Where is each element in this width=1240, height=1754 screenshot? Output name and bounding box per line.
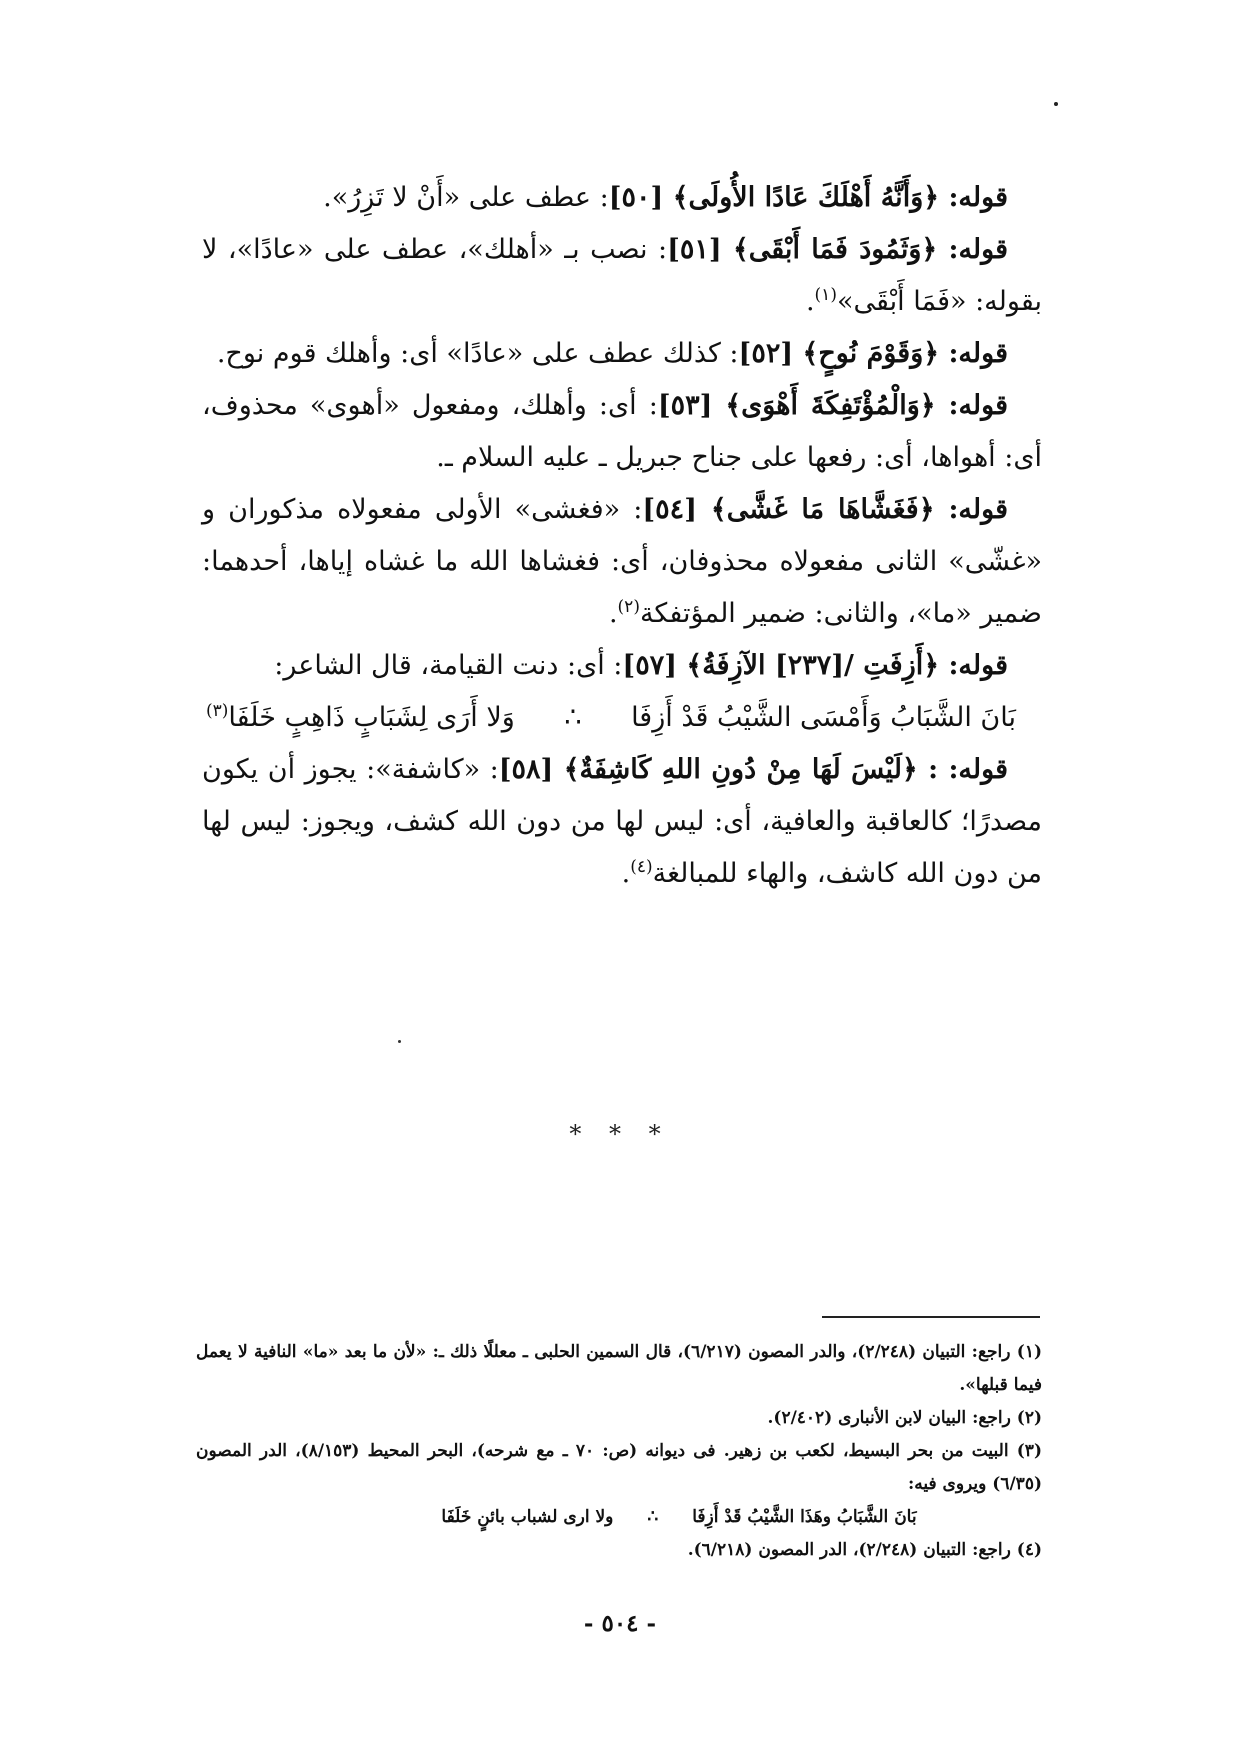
quranic-verse: ﴿وَثَمُودَ فَمَا أَبْقَى﴾	[732, 234, 938, 265]
commentary-text: : كذلك عطف على «عادًا» أى: وأهلك قوم نوح.	[216, 338, 739, 369]
verse-separator: ∴	[564, 702, 582, 733]
scan-speck	[398, 1040, 401, 1043]
paragraph-label: قوله:	[937, 234, 1008, 265]
poetry-verse	[202, 692, 1042, 744]
verse-number: [٥١]	[667, 234, 733, 265]
paragraph-label: قوله:	[934, 494, 1008, 525]
footnote-2: (٢) راجع: البيان لابن الأنبارى (٢/٤٠٢).	[767, 1408, 1042, 1428]
footnotes	[196, 1336, 1042, 1567]
verse-separator: ∴	[647, 1507, 659, 1527]
paragraph-verse-52	[202, 328, 1042, 380]
second-hemistich	[206, 692, 515, 744]
punctuation: .	[805, 286, 815, 317]
quranic-verse: ﴿وَقَوْمَ نُوحٍ﴾	[802, 338, 940, 369]
paragraph-label: قوله:	[935, 390, 1008, 421]
quranic-verse: ﴿وَالْمُؤْتَفِكَةَ أَهْوَى﴾	[725, 390, 936, 421]
second-hemistich: ولا ارى لشباب بائنٍ خَلَفَا	[441, 1507, 614, 1527]
footnote-divider	[822, 1316, 1040, 1318]
first-hemistich: بَانَ الشَّبَابُ وهَذَا الشَّيْبُ قَدْ أَزِفَا	[692, 1507, 917, 1527]
verse-number: [٥٨]	[498, 754, 564, 785]
quranic-verse: ﴿أَزِفَتِ /[٢٣٧] الآزِفَةُ﴾	[686, 650, 940, 681]
paragraph-label: قوله:	[939, 338, 1008, 369]
verse-number: [٥٤]	[642, 494, 711, 525]
scan-speck	[1054, 102, 1058, 106]
paragraph-label: قوله:	[939, 650, 1008, 681]
footnote-marker: (٢)	[617, 597, 640, 617]
quranic-verse: ﴿لَيْسَ لَهَا مِنْ دُونِ اللهِ كَاشِفَةٌ﴾	[563, 754, 918, 785]
quranic-verse: ﴿وَأَنَّهُ أَهْلَكَ عَادًا الأُولَى﴾	[672, 182, 940, 213]
paragraph-verse-58	[202, 744, 1042, 900]
paragraph-verse-57	[202, 640, 1042, 692]
page-number: - ٥٠٤ -	[583, 1610, 657, 1637]
commentary-text: : أى: دنت القيامة، قال الشاعر:	[274, 650, 623, 681]
verse-number: [٥٣]	[657, 390, 726, 421]
hemistich-text: وَلا أَرَى لِشَبَابٍ ذَاهِبٍ خَلَفَا	[228, 702, 515, 733]
footnote-3: (٣) البيت من بحر البسيط، لكعب بن زهير. فى ديوانه (ص: ٧٠ ـ مع شرحه)، البحر المحيط (٨/١٥٣)، الدر المصون (٦/٣٥) ويروى فيه:	[196, 1441, 1042, 1494]
punctuation: .	[621, 858, 631, 889]
commentary-text: : «كاشفة»: يجوز أن يكون مصدرًا؛ كالعاقبة والعافية، أى: ليس لها من دون الله كشف، ويجوز: ليس لها من دون الله كاشف، والهاء للمبالغة	[202, 754, 1042, 889]
paragraph-verse-54	[202, 484, 1042, 640]
footnote-marker: (٤)	[630, 857, 653, 877]
section-separator-stars: * * *	[569, 1120, 671, 1148]
paragraph-verse-53	[202, 380, 1042, 484]
commentary-text: : أى: وأهلك، ومفعول «أهوى» محذوف، أى: أهواها، أى: رفعها على جناح جبريل ـ عليه السلام ـ.	[202, 390, 1042, 473]
footnote-4: (٤) راجع: التبيان (٢/٢٤٨)، الدر المصون (٦/٢١٨).	[687, 1540, 1042, 1560]
paragraph-label: قوله:	[939, 182, 1008, 213]
verse-number: [٥٧]	[622, 650, 687, 681]
paragraph-label: قوله: :	[917, 754, 1008, 785]
first-hemistich: بَانَ الشَّبَابُ وَأَمْسَى الشَّيْبُ قَدْ أَزِفَا	[631, 702, 1016, 733]
commentary-text: : نصب بـ «أهلك»، عطف على «عادًا»، لا بقوله: «فَمَا أَبْقَى»	[202, 234, 1042, 317]
paragraph-verse-50	[202, 172, 1042, 224]
footnote-marker: (١)	[814, 285, 837, 305]
footnote-marker: (٣)	[206, 701, 229, 721]
main-text	[202, 172, 1042, 900]
footnote-poetry-verse	[196, 1501, 1042, 1534]
footnote-1: (١) راجع: التبيان (٢/٢٤٨)، والدر المصون (٦/٢١٧)، قال السمين الحلبى ـ معللًا ذلك ـ: «لأن ما بعد «ما» النافية لا يعمل فيما قبلها».	[196, 1342, 1042, 1395]
commentary-text: : «فغشى» الأولى مفعولاه مذكوران و «غشّى» الثانى مفعولاه محذوفان، أى: فغشاها الله ما غشاه إياها، أحدهما: ضمير «ما»، والثانى: ضمير المؤتفكة	[202, 494, 1042, 629]
quranic-verse: ﴿فَغَشَّاهَا مَا غَشَّى﴾	[710, 494, 935, 525]
paragraph-verse-51	[202, 224, 1042, 328]
verse-number: [٥٠]	[608, 182, 673, 213]
commentary-text: : عطف على «أَنْ لا تَزِرُ».	[323, 182, 609, 213]
punctuation: .	[608, 598, 618, 629]
verse-number: [٥٢]	[738, 338, 803, 369]
